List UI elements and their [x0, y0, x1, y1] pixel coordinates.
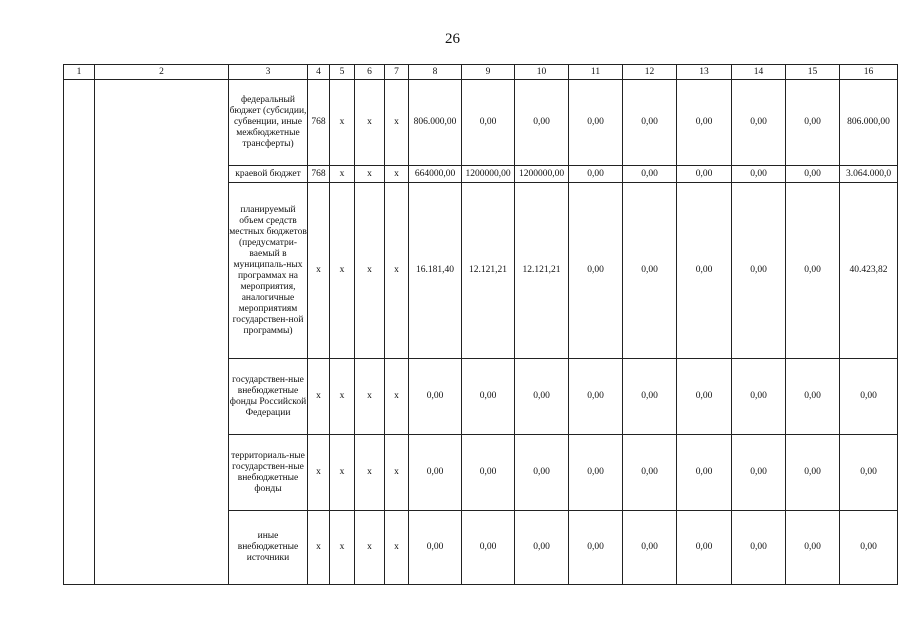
column-header: 6 [355, 65, 385, 80]
table-cell: 12.121,21 [462, 183, 515, 359]
funding-source-cell: территориаль-ные государствен-ные внебюджетные фонды [229, 435, 308, 511]
table-cell: 0,00 [677, 435, 732, 511]
table-cell: 0,00 [786, 183, 840, 359]
table-cell: 3.064.000,0 [840, 166, 898, 183]
funding-source-cell: краевой бюджет [229, 166, 308, 183]
table-cell: 768 [308, 80, 330, 166]
table-cell: x [355, 80, 385, 166]
table-cell: x [385, 435, 409, 511]
table-cell: x [355, 183, 385, 359]
column-header: 13 [677, 65, 732, 80]
table-cell: 0,00 [840, 359, 898, 435]
table-cell: 0,00 [569, 435, 623, 511]
column-header: 16 [840, 65, 898, 80]
table-cell: 0,00 [409, 359, 462, 435]
table-row [64, 80, 898, 166]
table-cell: 0,00 [409, 435, 462, 511]
blank-cell-col2 [95, 80, 229, 585]
table-cell: 0,00 [677, 511, 732, 585]
table-cell: x [385, 511, 409, 585]
table-cell: x [308, 359, 330, 435]
table-cell: 0,00 [732, 359, 786, 435]
table-cell: x [385, 183, 409, 359]
funding-source-cell: государствен-ные внебюджетные фонды Российской Федерации [229, 359, 308, 435]
table-cell: 0,00 [569, 183, 623, 359]
table-cell: 0,00 [569, 511, 623, 585]
table-cell: 0,00 [786, 435, 840, 511]
table-cell: 806.000,00 [840, 80, 898, 166]
table-cell: 0,00 [732, 80, 786, 166]
table-cell: 0,00 [462, 511, 515, 585]
table-cell: 768 [308, 166, 330, 183]
table-cell: 664000,00 [409, 166, 462, 183]
table-cell: 12.121,21 [515, 183, 569, 359]
column-header: 9 [462, 65, 515, 80]
table-cell: 0,00 [840, 435, 898, 511]
table-cell: 0,00 [677, 166, 732, 183]
column-header: 4 [308, 65, 330, 80]
table-cell: 1200000,00 [462, 166, 515, 183]
table-cell: x [385, 80, 409, 166]
table-cell: 0,00 [732, 511, 786, 585]
table-cell: 40.423,82 [840, 183, 898, 359]
column-header: 3 [229, 65, 308, 80]
column-header: 14 [732, 65, 786, 80]
funding-source-cell: федеральный бюджет (субсидии, субвенции, иные межбюджетные трансферты) [229, 80, 308, 166]
table-cell: 0,00 [515, 359, 569, 435]
column-header: 10 [515, 65, 569, 80]
funding-source-cell: планируемый объем средств местных бюджетов (предусматри-ваемый в муниципаль-ных программах на мероприятия, аналогичные мероприятиям государствен-ной программы) [229, 183, 308, 359]
table-cell: 0,00 [569, 166, 623, 183]
page-number: 26 [445, 31, 460, 47]
table-cell: 0,00 [732, 166, 786, 183]
table-cell: x [330, 80, 355, 166]
table-cell: x [385, 359, 409, 435]
table-cell: 0,00 [623, 80, 677, 166]
column-header: 11 [569, 65, 623, 80]
budget-table [63, 64, 898, 585]
column-header: 15 [786, 65, 840, 80]
table-cell: 16.181,40 [409, 183, 462, 359]
funding-source-cell: иные внебюджетные источники [229, 511, 308, 585]
table-cell: x [308, 435, 330, 511]
table-cell: x [355, 511, 385, 585]
table-cell: x [308, 511, 330, 585]
table-cell: x [355, 166, 385, 183]
table-cell: x [330, 435, 355, 511]
table-cell: 0,00 [677, 183, 732, 359]
table-cell: 0,00 [515, 511, 569, 585]
column-header: 8 [409, 65, 462, 80]
column-header: 12 [623, 65, 677, 80]
table-cell: 0,00 [732, 183, 786, 359]
column-header: 1 [64, 65, 95, 80]
table-cell: 0,00 [786, 166, 840, 183]
table-cell: x [330, 511, 355, 585]
table-cell: 0,00 [409, 511, 462, 585]
table-cell: 0,00 [677, 80, 732, 166]
blank-cell-col1 [64, 80, 95, 585]
column-header: 5 [330, 65, 355, 80]
table-cell: x [330, 183, 355, 359]
table-cell: 0,00 [623, 359, 677, 435]
table-cell: 0,00 [462, 359, 515, 435]
table-cell: 0,00 [786, 80, 840, 166]
table-cell: 0,00 [623, 166, 677, 183]
table-cell: x [355, 359, 385, 435]
table-cell: 0,00 [569, 359, 623, 435]
table-cell: 0,00 [786, 359, 840, 435]
table-cell: 0,00 [462, 435, 515, 511]
table-cell: x [308, 183, 330, 359]
table-cell: 0,00 [462, 80, 515, 166]
column-header: 7 [385, 65, 409, 80]
table-cell: 0,00 [677, 359, 732, 435]
table-cell: 0,00 [623, 511, 677, 585]
table-cell: 0,00 [515, 80, 569, 166]
table-cell: 0,00 [569, 80, 623, 166]
table-cell: x [385, 166, 409, 183]
table-cell: x [330, 359, 355, 435]
table-cell: x [355, 435, 385, 511]
table-cell: x [330, 166, 355, 183]
table-cell: 1200000,00 [515, 166, 569, 183]
table-cell: 0,00 [623, 183, 677, 359]
table-cell: 0,00 [732, 435, 786, 511]
table-cell: 0,00 [515, 435, 569, 511]
table-cell: 0,00 [840, 511, 898, 585]
table-cell: 806.000,00 [409, 80, 462, 166]
column-number-row [64, 65, 898, 80]
table-cell: 0,00 [786, 511, 840, 585]
table-cell: 0,00 [623, 435, 677, 511]
column-header: 2 [95, 65, 229, 80]
